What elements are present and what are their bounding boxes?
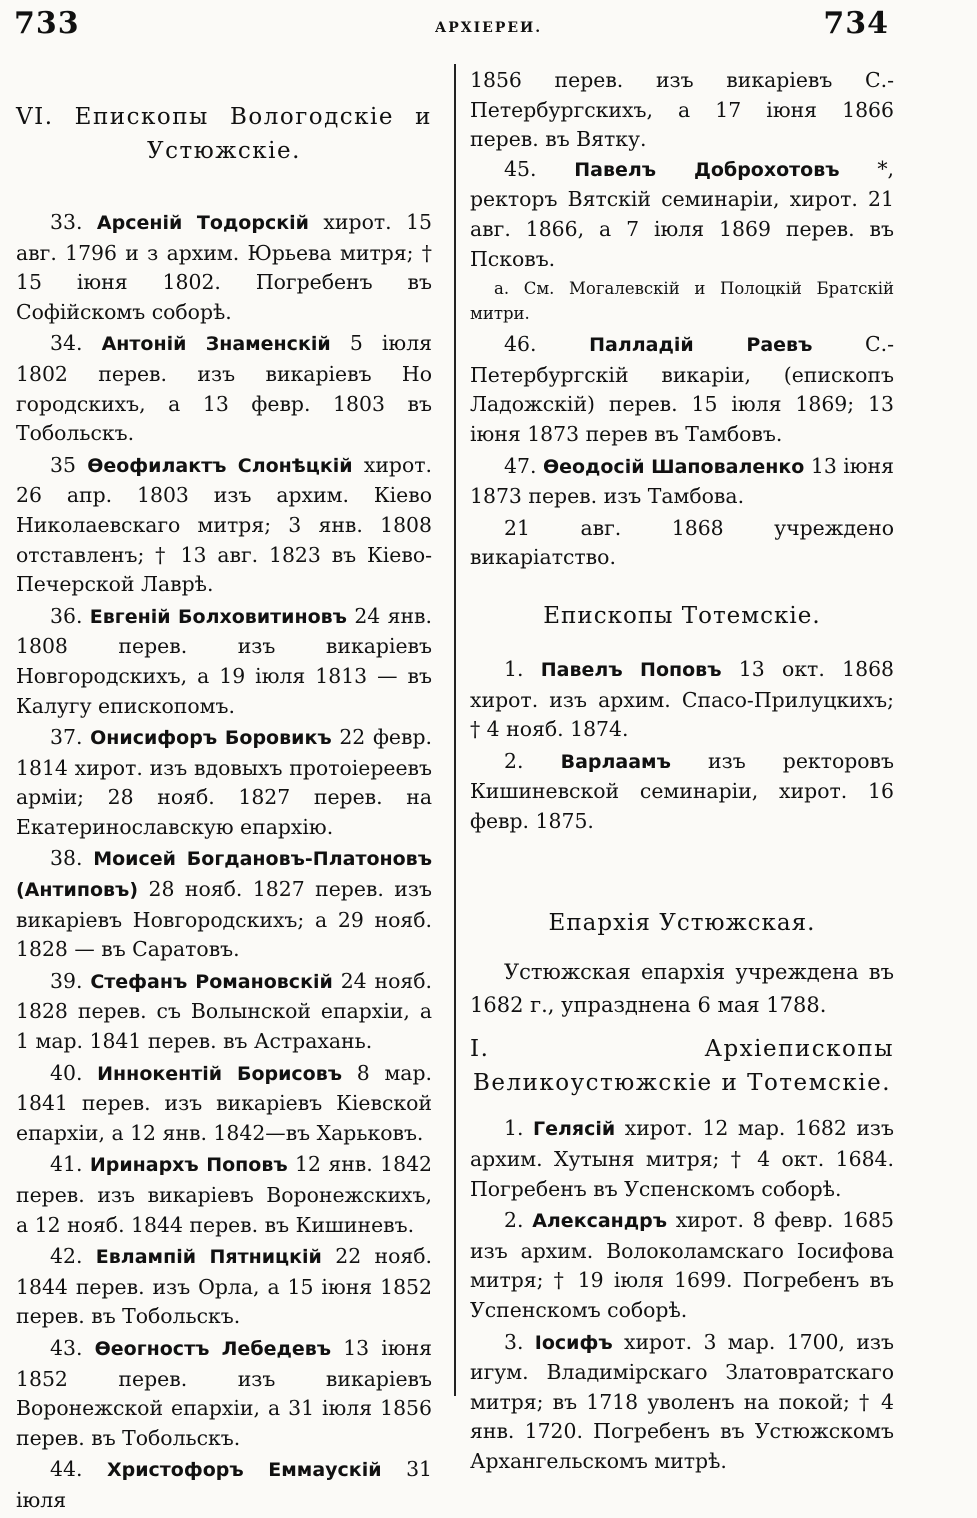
entry [16, 967, 432, 1057]
entry-number: 36. [50, 603, 83, 628]
entry-text: 22 нояб. 1844 перев. изъ Орла, а 15 іюня 1852 перев. въ Тобольскъ. [16, 1244, 433, 1329]
entry [16, 723, 432, 842]
column-divider [454, 64, 456, 1396]
entry-text: 31 іюля [16, 1457, 433, 1512]
entry-name: Павелъ Доброхотовъ [574, 158, 840, 181]
entry [16, 602, 432, 721]
entry-number: 3. [504, 1329, 524, 1354]
entry-list [470, 1114, 894, 1476]
entry [16, 1059, 432, 1149]
entry-text: 13 іюня 1852 перев. изъ викаріевъ Воронежской епархіи, а 31 іюля 1856 перев. въ Тобольскъ. [16, 1335, 433, 1450]
totma-title: Епископы Тотемскіе. [543, 602, 821, 629]
entry-name: Ѳеодосій Шаповаленко [542, 455, 805, 478]
entry-name: Антоній Знаменскій [101, 333, 331, 356]
entry [470, 747, 894, 837]
entry [16, 451, 432, 600]
entry-text: 5 іюля 1802 перев. изъ викаріевъ Но городскихъ, а 13 февр. 1803 въ Тобольскъ. [16, 331, 433, 446]
entry-number: 42. [50, 1244, 83, 1269]
footnote: а. См. Могалевскій и Полоцкій Братскій митри. [470, 279, 894, 324]
entry-text: хирот. 26 апр. 1803 изъ архим. Кіево Николаевскаго митря; 3 янв. 1808 отставленъ; † 13 авг. 1823 въ Кіево-Печерской Лаврѣ. [16, 452, 433, 597]
entry-name: Арсеній Тодорскій [96, 212, 309, 234]
page-number-right: 734 [823, 6, 889, 41]
entry [470, 155, 894, 274]
entry-name: Стефанъ Романовскій [90, 970, 333, 993]
entry-number: 47. [504, 453, 537, 478]
entry-list [470, 155, 894, 274]
entry [16, 208, 432, 327]
entry-number: 44. [50, 1457, 83, 1482]
page-number-left: 733 [14, 6, 80, 41]
entry [470, 1114, 894, 1204]
entry-number: 45. [504, 156, 537, 181]
entry [16, 1242, 432, 1332]
continuation-text: 1856 перев. изъ викаріевъ С.-Петербургскихъ, а 17 іюня 1866 перев. въ Вятку. [470, 68, 894, 152]
entry [470, 452, 894, 512]
entry-text: 13 окт. 1868 хирот. изъ архим. Спасо-Прилуцкихъ; † 4 нояб. 1874. [470, 656, 895, 742]
left-column [16, 66, 432, 1518]
entry [16, 329, 432, 448]
entry-text: хирот. 8 февр. 1685 изъ архим. Волоколамскаго Іосифова митря; † 19 іюля 1699. Погребенъ въ Успенскомъ соборѣ. [470, 1208, 894, 1323]
eparchy-intro: Устюжская епархія учреждена въ 1682 г., упразднена 6 мая 1788. [470, 960, 894, 1018]
entry-name: Павелъ Поповъ [540, 658, 722, 681]
entry [16, 1334, 432, 1453]
entry [470, 330, 894, 449]
entry-name: Онисифоръ Боровикъ [90, 727, 332, 750]
entry [16, 844, 432, 964]
entry-name: Палладій Раевъ [589, 334, 813, 357]
entry-text: 12 янв. 1842 перев. изъ викаріевъ Воронежскихъ, а 12 нояб. 1844 перев. въ Кишиневъ. [16, 1152, 433, 1237]
entry-name: Варлаамъ [560, 750, 671, 773]
entry-number: 43. [50, 1335, 83, 1360]
entry-number: 1. [504, 1116, 524, 1141]
entry-number: 38. [50, 846, 83, 871]
entry-number: 39. [50, 968, 83, 993]
entry-number: 2. [504, 748, 524, 773]
entry-text: 13 іюня 1873 перев. изъ Тамбова. [470, 453, 895, 509]
vicariate-note: 21 авг. 1868 учреждено викаріатство. [470, 515, 894, 570]
entry [16, 1150, 432, 1240]
entry-list [470, 330, 894, 512]
entry-number: 40. [50, 1060, 83, 1085]
entry-name: Ѳеофилактъ Слонѣцкій [87, 454, 353, 477]
entry-number: 33. [50, 210, 83, 234]
entry-text: 24 янв. 1808 перев. изъ викаріевъ Новгородскихъ, а 19 іюля 1813 — въ Калугу епископомъ. [16, 603, 433, 718]
entry-number: 46. [504, 332, 537, 357]
entry-text: 24 нояб. 1828 перев. съ Волынской епархіи, а 1 мар. 1841 перев. въ Астрахань. [16, 968, 433, 1054]
entry-number: 2. [504, 1208, 524, 1233]
entry-name: Христофоръ Еммаускій [106, 1459, 382, 1482]
entry-name: Евлампій Пятницкій [95, 1246, 322, 1269]
entry-text: С.-Петербургскій викаріи, (епископъ Ладожскій) перев. 15 іюля 1869; 13 іюня 1873 перев въ Тамбовъ. [470, 332, 894, 446]
entry-name: Іосифъ [534, 1331, 613, 1354]
archbishops-title: I. Архіепископы Великоустюжскіе и Тотемскіе. [470, 1036, 894, 1097]
eparchy-title: Епархія Устюжская. [548, 910, 816, 937]
entry-number: 41. [50, 1152, 83, 1177]
entry-number: 37. [50, 725, 83, 750]
entry-name: Иннокентій Борисовъ [97, 1062, 343, 1085]
entry-text: хирот. 3 мар. 1700, изъ игум. Владимірскаго Златовратскаго митря; въ 1718 уволенъ на покой; † 4 янв. 1720. Погребенъ въ Устюжскомъ Архангельскомъ митрѣ. [470, 1329, 894, 1473]
entry-text: хирот. 15 авг. 1796 и з архим. Юрьева митря; † 15 іюня 1802. Погребенъ въ Софійскомъ соборѣ. [16, 210, 433, 324]
section-title: VI. Епископы Вологодскіе и Устюжскіе. [16, 104, 432, 164]
entry-list [470, 655, 894, 837]
entry-number: 35 [50, 452, 76, 477]
entry [470, 655, 894, 745]
entry-name: Моисей Богдановъ-Платоновъ (Антиповъ) [16, 848, 432, 902]
entry-list [16, 208, 432, 1516]
right-column [470, 66, 894, 1479]
entry-text: изъ ректоровъ Кишиневской семинаріи, хирот. 16 февр. 1875. [470, 748, 895, 833]
entry-name: Александръ [532, 1210, 668, 1233]
entry-name: Евгеній Болховитиновъ [89, 605, 347, 628]
entry [470, 1206, 894, 1325]
entry-text: *, ректоръ Вятскій семинаріи, хирот. 21 авг. 1866, а 7 іюля 1869 перев. въ Псковъ. [470, 156, 894, 271]
entry [470, 1328, 894, 1477]
entry-name: Иринархъ Поповъ [89, 1154, 288, 1177]
running-title: АРХІЕРЕИ. [434, 20, 543, 36]
entry-name: Гелясій [532, 1118, 616, 1141]
entry-number: 1. [504, 656, 524, 681]
entry-text: 8 мар. 1841 перев. изъ викаріевъ Кіевской епархіи, а 12 янв. 1842—въ Харьковъ. [16, 1060, 432, 1145]
entry-text: 28 нояб. 1827 перев. изъ викаріевъ Новгородскихъ; а 29 нояб. 1828 — въ Саратовъ. [16, 877, 432, 962]
entry-name: Ѳеогностъ Лебедевъ [94, 1337, 332, 1360]
entry-number: 34. [50, 331, 83, 356]
entry [16, 1455, 432, 1515]
entry-text: хирот. 12 мар. 1682 изъ архим. Хутыня митря; † 4 окт. 1684. Погребенъ въ Успенскомъ соборѣ. [470, 1116, 895, 1201]
entry-text: 22 февр. 1814 хирот. изъ вдовыхъ протоіереевъ арміи; 28 нояб. 1827 перев. на Екатеринославскую епархію. [16, 725, 433, 839]
